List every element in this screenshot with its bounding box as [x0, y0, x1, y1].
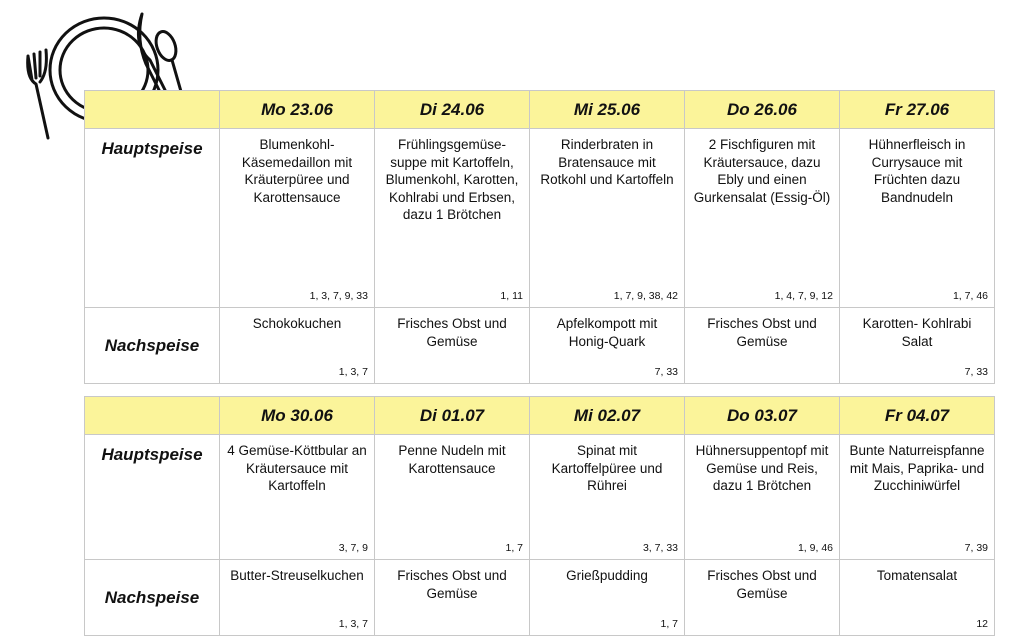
- menu-cell: [220, 560, 375, 636]
- dish-text: Butter-Streuselkuchen: [230, 568, 364, 583]
- menu-cell: [840, 435, 995, 560]
- main-course-row: [85, 435, 995, 560]
- menu-cell: [685, 560, 840, 636]
- allergen-codes: 3, 7, 9: [338, 542, 368, 554]
- dish-text: 4 Gemüse-Köttbular an Kräutersauce mit Kartoffeln: [227, 443, 367, 493]
- menu-cell: [375, 560, 530, 636]
- dish-text: Frisches Obst und Gemüse: [707, 316, 817, 349]
- dish-text: Grießpudding: [566, 568, 648, 583]
- day-header: Do 03.07: [685, 397, 840, 435]
- row-label-main: Hauptspeise: [85, 435, 220, 560]
- dish-text: Schokokuchen: [252, 316, 342, 331]
- allergen-codes: 1, 7: [660, 618, 678, 630]
- dish-text: 2 Fischfiguren mit Kräutersauce, dazu Ebly und einen Gurkensalat (Essig-Öl): [693, 137, 831, 205]
- allergen-codes: 1, 3, 7, 9, 33: [309, 290, 368, 302]
- dish-text: Frisches Obst und Gemüse: [397, 316, 507, 349]
- menu-cell: [375, 129, 530, 308]
- row-label-dessert: Nachspeise: [85, 560, 220, 636]
- dessert-row: [85, 560, 995, 636]
- allergen-codes: 1, 7, 46: [952, 290, 988, 302]
- header-corner: [85, 397, 220, 435]
- day-header: Fr 04.07: [840, 397, 995, 435]
- menu-cell: [220, 435, 375, 560]
- menu-cell: [685, 129, 840, 308]
- menu-cell: [530, 435, 685, 560]
- allergen-codes: 12: [976, 618, 988, 630]
- dish-text: Bunte Naturreispfanne mit Mais, Paprika- und Zucchiniwürfel: [849, 443, 985, 493]
- dish-text: Hühnerfleisch in Currysauce mit Früchten dazu Bandnudeln: [868, 137, 966, 205]
- week-2-menu-table: [84, 396, 995, 636]
- menu-cell: [220, 308, 375, 384]
- dish-text: Blumenkohl-Käsemedaillon mit Kräuterpüree und Karottensauce: [241, 137, 353, 205]
- day-header: Do 26.06: [685, 91, 840, 129]
- dish-text: Karotten- Kohlrabi Salat: [862, 316, 972, 349]
- day-header-row: [85, 91, 995, 129]
- allergen-codes: 1, 7: [505, 542, 523, 554]
- dish-text: Apfelkompott mit Honig-Quark: [556, 316, 658, 349]
- day-header: Mo 23.06: [220, 91, 375, 129]
- day-header: Fr 27.06: [840, 91, 995, 129]
- menu-cell: [530, 560, 685, 636]
- main-course-row: [85, 129, 995, 308]
- menu-cell: [375, 308, 530, 384]
- dish-text: Frisches Obst und Gemüse: [397, 568, 507, 601]
- dish-text: Frühlingsgemüse-suppe mit Kartoffeln, Blumenkohl, Karotten, Kohlrabi und Erbsen, dazu 1 Brötchen: [385, 137, 519, 222]
- allergen-codes: 1, 4, 7, 9, 12: [774, 290, 833, 302]
- menu-cell: [375, 435, 530, 560]
- menu-cell: [685, 308, 840, 384]
- day-header: Mi 25.06: [530, 91, 685, 129]
- week-1-menu-table: [84, 90, 995, 384]
- menu-cell: [685, 435, 840, 560]
- day-header: Mo 30.06: [220, 397, 375, 435]
- day-header: Di 01.07: [375, 397, 530, 435]
- dish-text: Penne Nudeln mit Karottensauce: [398, 443, 506, 476]
- allergen-codes: 1, 7, 9, 38, 42: [613, 290, 678, 302]
- allergen-codes: 1, 9, 46: [797, 542, 833, 554]
- day-header: Di 24.06: [375, 91, 530, 129]
- allergen-codes: 7, 33: [654, 366, 678, 378]
- menu-cell: [530, 129, 685, 308]
- allergen-codes: 1, 3, 7: [338, 618, 368, 630]
- menu-cell: [840, 129, 995, 308]
- allergen-codes: 3, 7, 33: [642, 542, 678, 554]
- allergen-codes: 1, 3, 7: [338, 366, 368, 378]
- menu-cell: [530, 308, 685, 384]
- row-label-dessert: Nachspeise: [85, 308, 220, 384]
- dish-text: Spinat mit Kartoffelpüree und Rührei: [551, 443, 663, 493]
- allergen-codes: 7, 39: [964, 542, 988, 554]
- dish-text: Tomatensalat: [876, 568, 958, 583]
- day-header-row: [85, 397, 995, 435]
- menu-cell: [840, 308, 995, 384]
- allergen-codes: 7, 33: [964, 366, 988, 378]
- dessert-row: [85, 308, 995, 384]
- menu-cell: [220, 129, 375, 308]
- allergen-codes: 1, 11: [500, 290, 523, 302]
- dish-text: Hühnersuppentopf mit Gemüse und Reis, dazu 1 Brötchen: [695, 443, 829, 493]
- header-corner: [85, 91, 220, 129]
- dish-text: Frisches Obst und Gemüse: [707, 568, 817, 601]
- day-header: Mi 02.07: [530, 397, 685, 435]
- row-label-main: Hauptspeise: [85, 129, 220, 308]
- dish-text: Rinderbraten in Bratensauce mit Rotkohl und Kartoffeln: [540, 137, 674, 187]
- menu-cell: [840, 560, 995, 636]
